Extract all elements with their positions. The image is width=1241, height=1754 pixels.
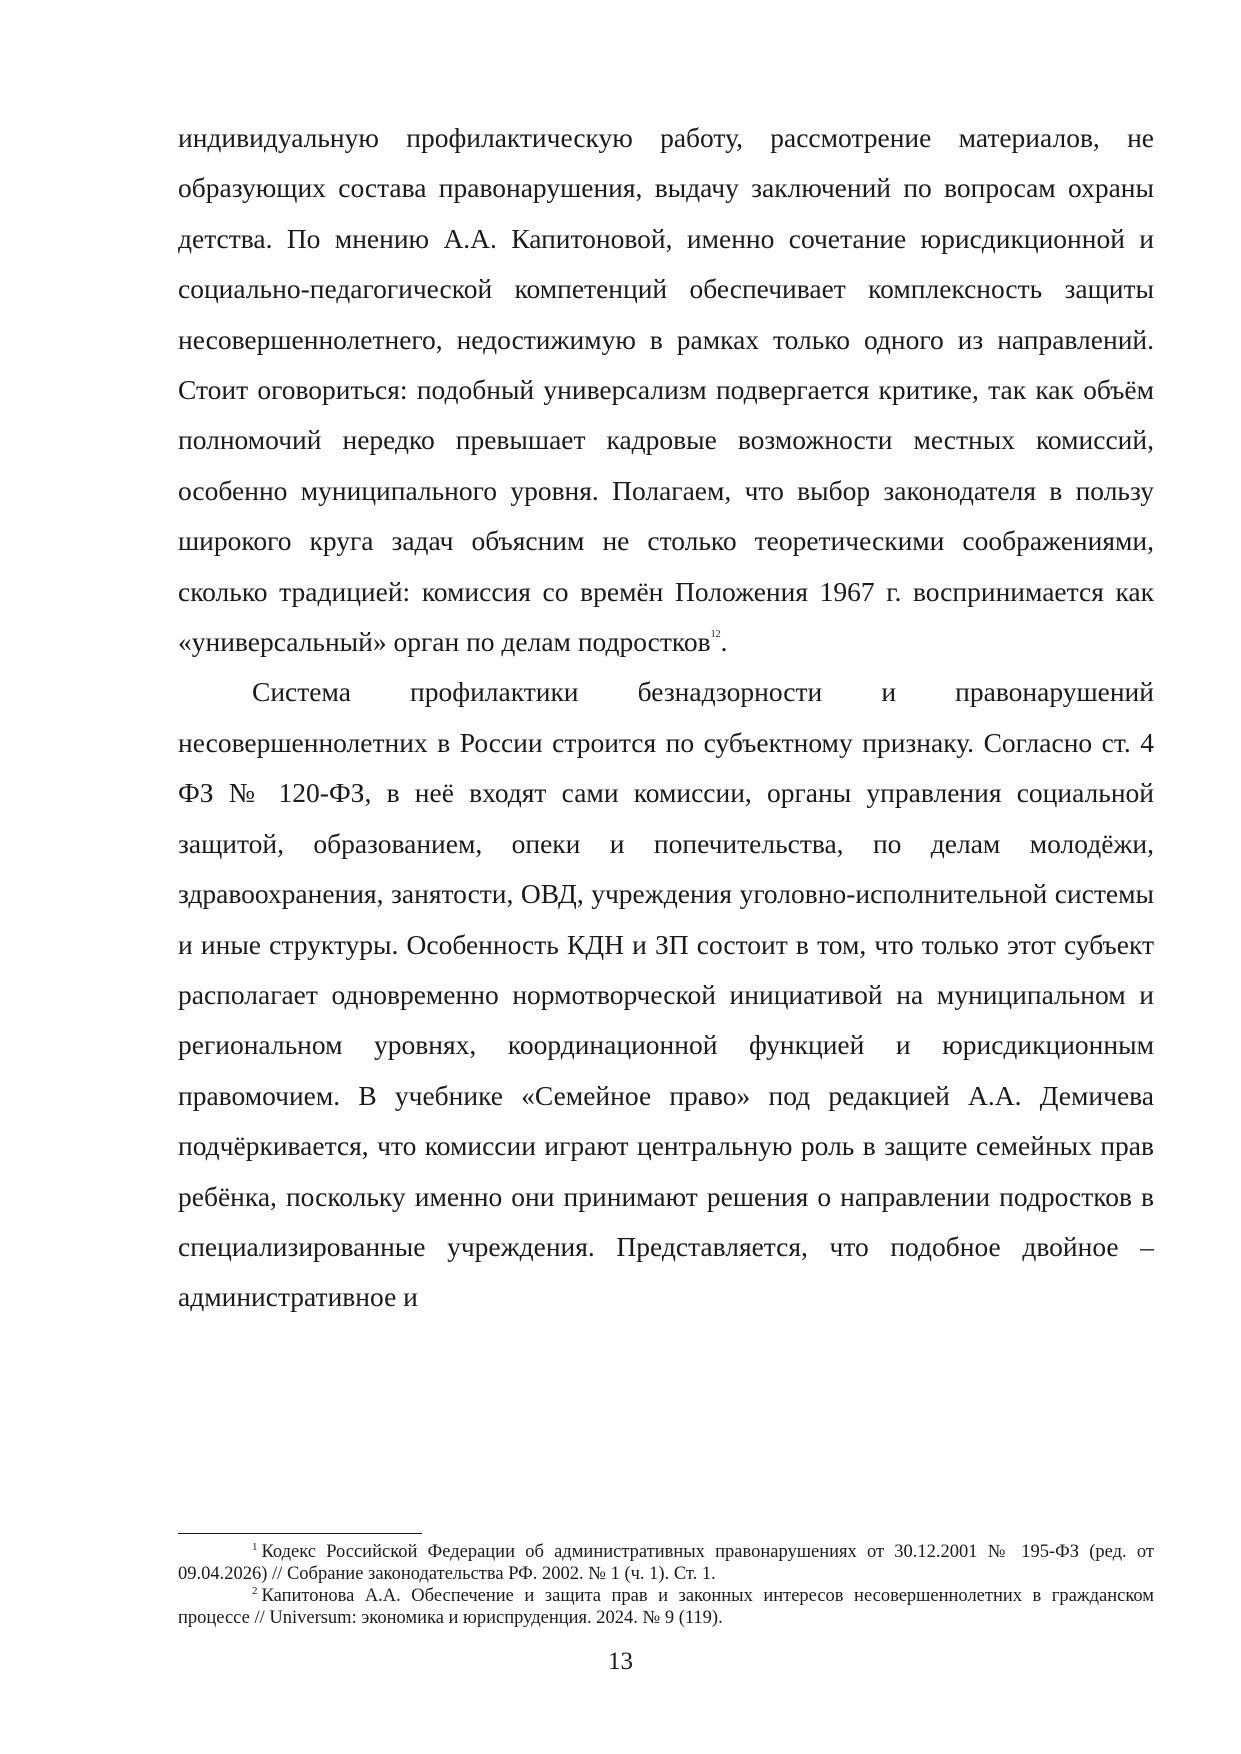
footnote-1-text: Кодекс Российской Федерации об административных правонарушениях от 30.12.2001 № 195-ФЗ (ред. от 09.04.2026) // Собрание законодательства РФ. 2002. № 1 (ч. 1). Ст. 1. [178,1542,1154,1584]
page-number: 13 [608,1648,633,1675]
footnote-separator [178,1533,422,1534]
paragraph-1-tail: . [720,626,728,658]
footnotes [178,1541,1154,1629]
paragraph-1 [178,113,1154,667]
paragraph-1-text: индивидуальную профилактическую работу, рассмотрение материалов, не образующих состава правонарушения, выдачу заключений по вопросам охраны детства. По мнению А.А. Капитоновой, именно сочетание юрисдикционной и социально-педагогической компетенций обеспечивает комплексность защиты несовершеннолетнего, недостижимую в рамках только одного из направлений. Стоит оговориться: подобный универсализм подвергается критике, так как объём полномочий нередко превышает кадровые возможности местных комиссий, особенно муниципального уровня. Полагаем, что выбор законодателя в пользу широкого круга задач объясним не столько теоретическими соображениями, сколько традицией: комиссия со времён Положения 1967 г. воспринимается как «универсальный» орган по делам подростков [178,122,1154,658]
footnote-2-number: 2 [252,1585,258,1597]
footnote-2 [178,1585,1154,1629]
footnote-2-text: Капитонова А.А. Обеспечение и защита прав и законных интересов несовершеннолетних в гражданском процессе // Universum: экономика и юриспруденция. 2024. № 9 (119). [178,1586,1154,1628]
footnote-reference[interactable]: 12 [710,629,721,641]
footnote-1-number: 1 [252,1541,258,1553]
footnote-1 [178,1541,1154,1585]
body-text [178,113,1154,1323]
paragraph-2: Система профилактики безнадзорности и правонарушений несовершеннолетних в России строится по субъектному признаку. Согласно ст. 4 ФЗ № 120-ФЗ, в неё входят сами комиссии, органы управления социальной защитой, образованием, опеки и попечительства, по делам молодёжи, здравоохранения, занятости, ОВД, учреждения уголовно-исполнительной системы и иные структуры. Особенность КДН и ЗП состоит в том, что только этот субъект располагает одновременно нормотворческой инициативой на муниципальном и региональном уровнях, координационной функцией и юрисдикционным правомочием. В учебнике «Семейное право» под редакцией А.А. Демичева подчёркивается, что комиссии играют центральную роль в защите семейных прав ребёнка, поскольку именно они принимают решения о направлении подростков в специализированные учреждения. Представляется, что подобное двойное – административное и [178,676,1154,1313]
